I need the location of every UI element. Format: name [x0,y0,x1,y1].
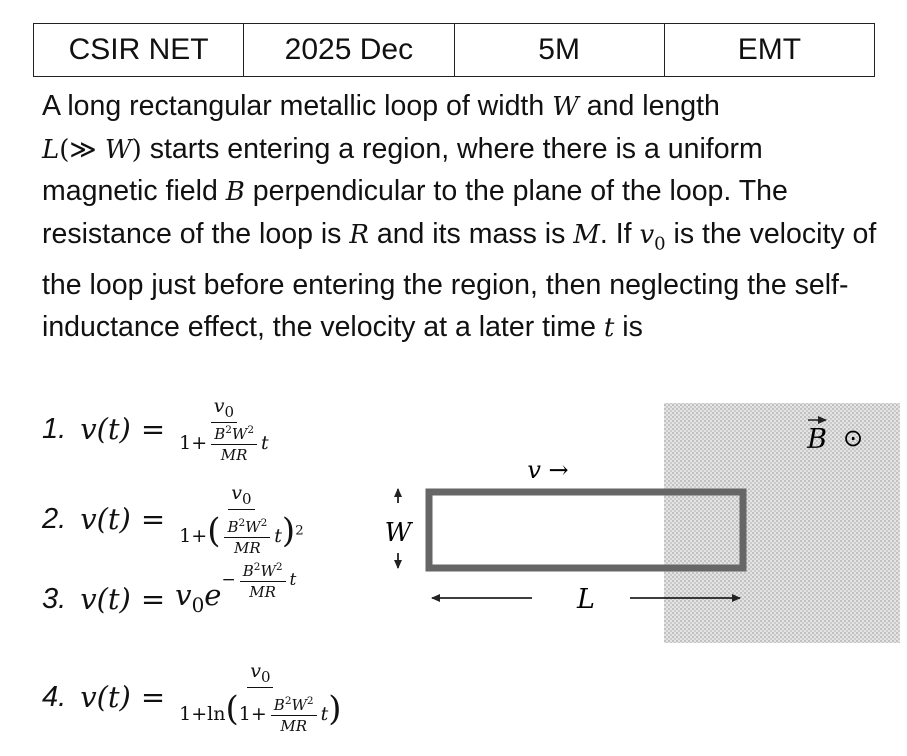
option-1-fraction: $v_0$ 1+ $\frac{B^2W^2}{MR}$ t [179,395,269,464]
option-1[interactable]: 1. v(t) = $v_0$ 1+ $\frac{B^2W^2}{MR}$ t [42,395,269,464]
field-label: B [807,424,827,455]
option-4-fraction: $v_0$ 1+ln(1+ $\frac{B^2W^2}{MR}$ t) [179,660,342,735]
option-3[interactable]: 3. v(t) = $v_0e^{- \frac{B^2W^2}{MR} t}$ [42,578,296,621]
length-label: L [577,584,595,615]
question-text: A long rectangular metallic loop of width W and length L(≫ W) starts entering a region, where there is a uniform magnetic field B perpendicular to the plane of the loop. The resistance of the loop is R and its mass is M. If $v_0$ is the velocity of the loop just before entering the region, then neglecting the self-inductance effect, the velocity at a later time t is [42,90,877,343]
option-3-expression: $v_0e^{- \frac{B^2W^2}{MR} t}$ [175,560,297,617]
header-cell-subject: EMT [664,24,874,77]
option-2[interactable]: 2. v(t) = $v_0$ 1+( $\frac{B^2W^2}{MR}$ t)$^2$ [42,482,304,557]
field-out-of-page-icon: ⊙ [842,424,864,452]
option-4[interactable]: 4. v(t) = $v_0$ 1+ln(1+ $\frac{B^2W^2}{MR}$ t) [42,660,342,735]
header-cell-exam: CSIR NET [34,24,244,77]
header-cell-session: 2025 Dec [244,24,454,77]
velocity-label: v → [527,456,569,484]
width-label: W [384,518,412,548]
option-2-fraction: $v_0$ 1+( $\frac{B^2W^2}{MR}$ t)$^2$ [179,482,304,557]
magnetic-field-region [664,403,900,643]
header-cell-marks: 5M [454,24,664,77]
